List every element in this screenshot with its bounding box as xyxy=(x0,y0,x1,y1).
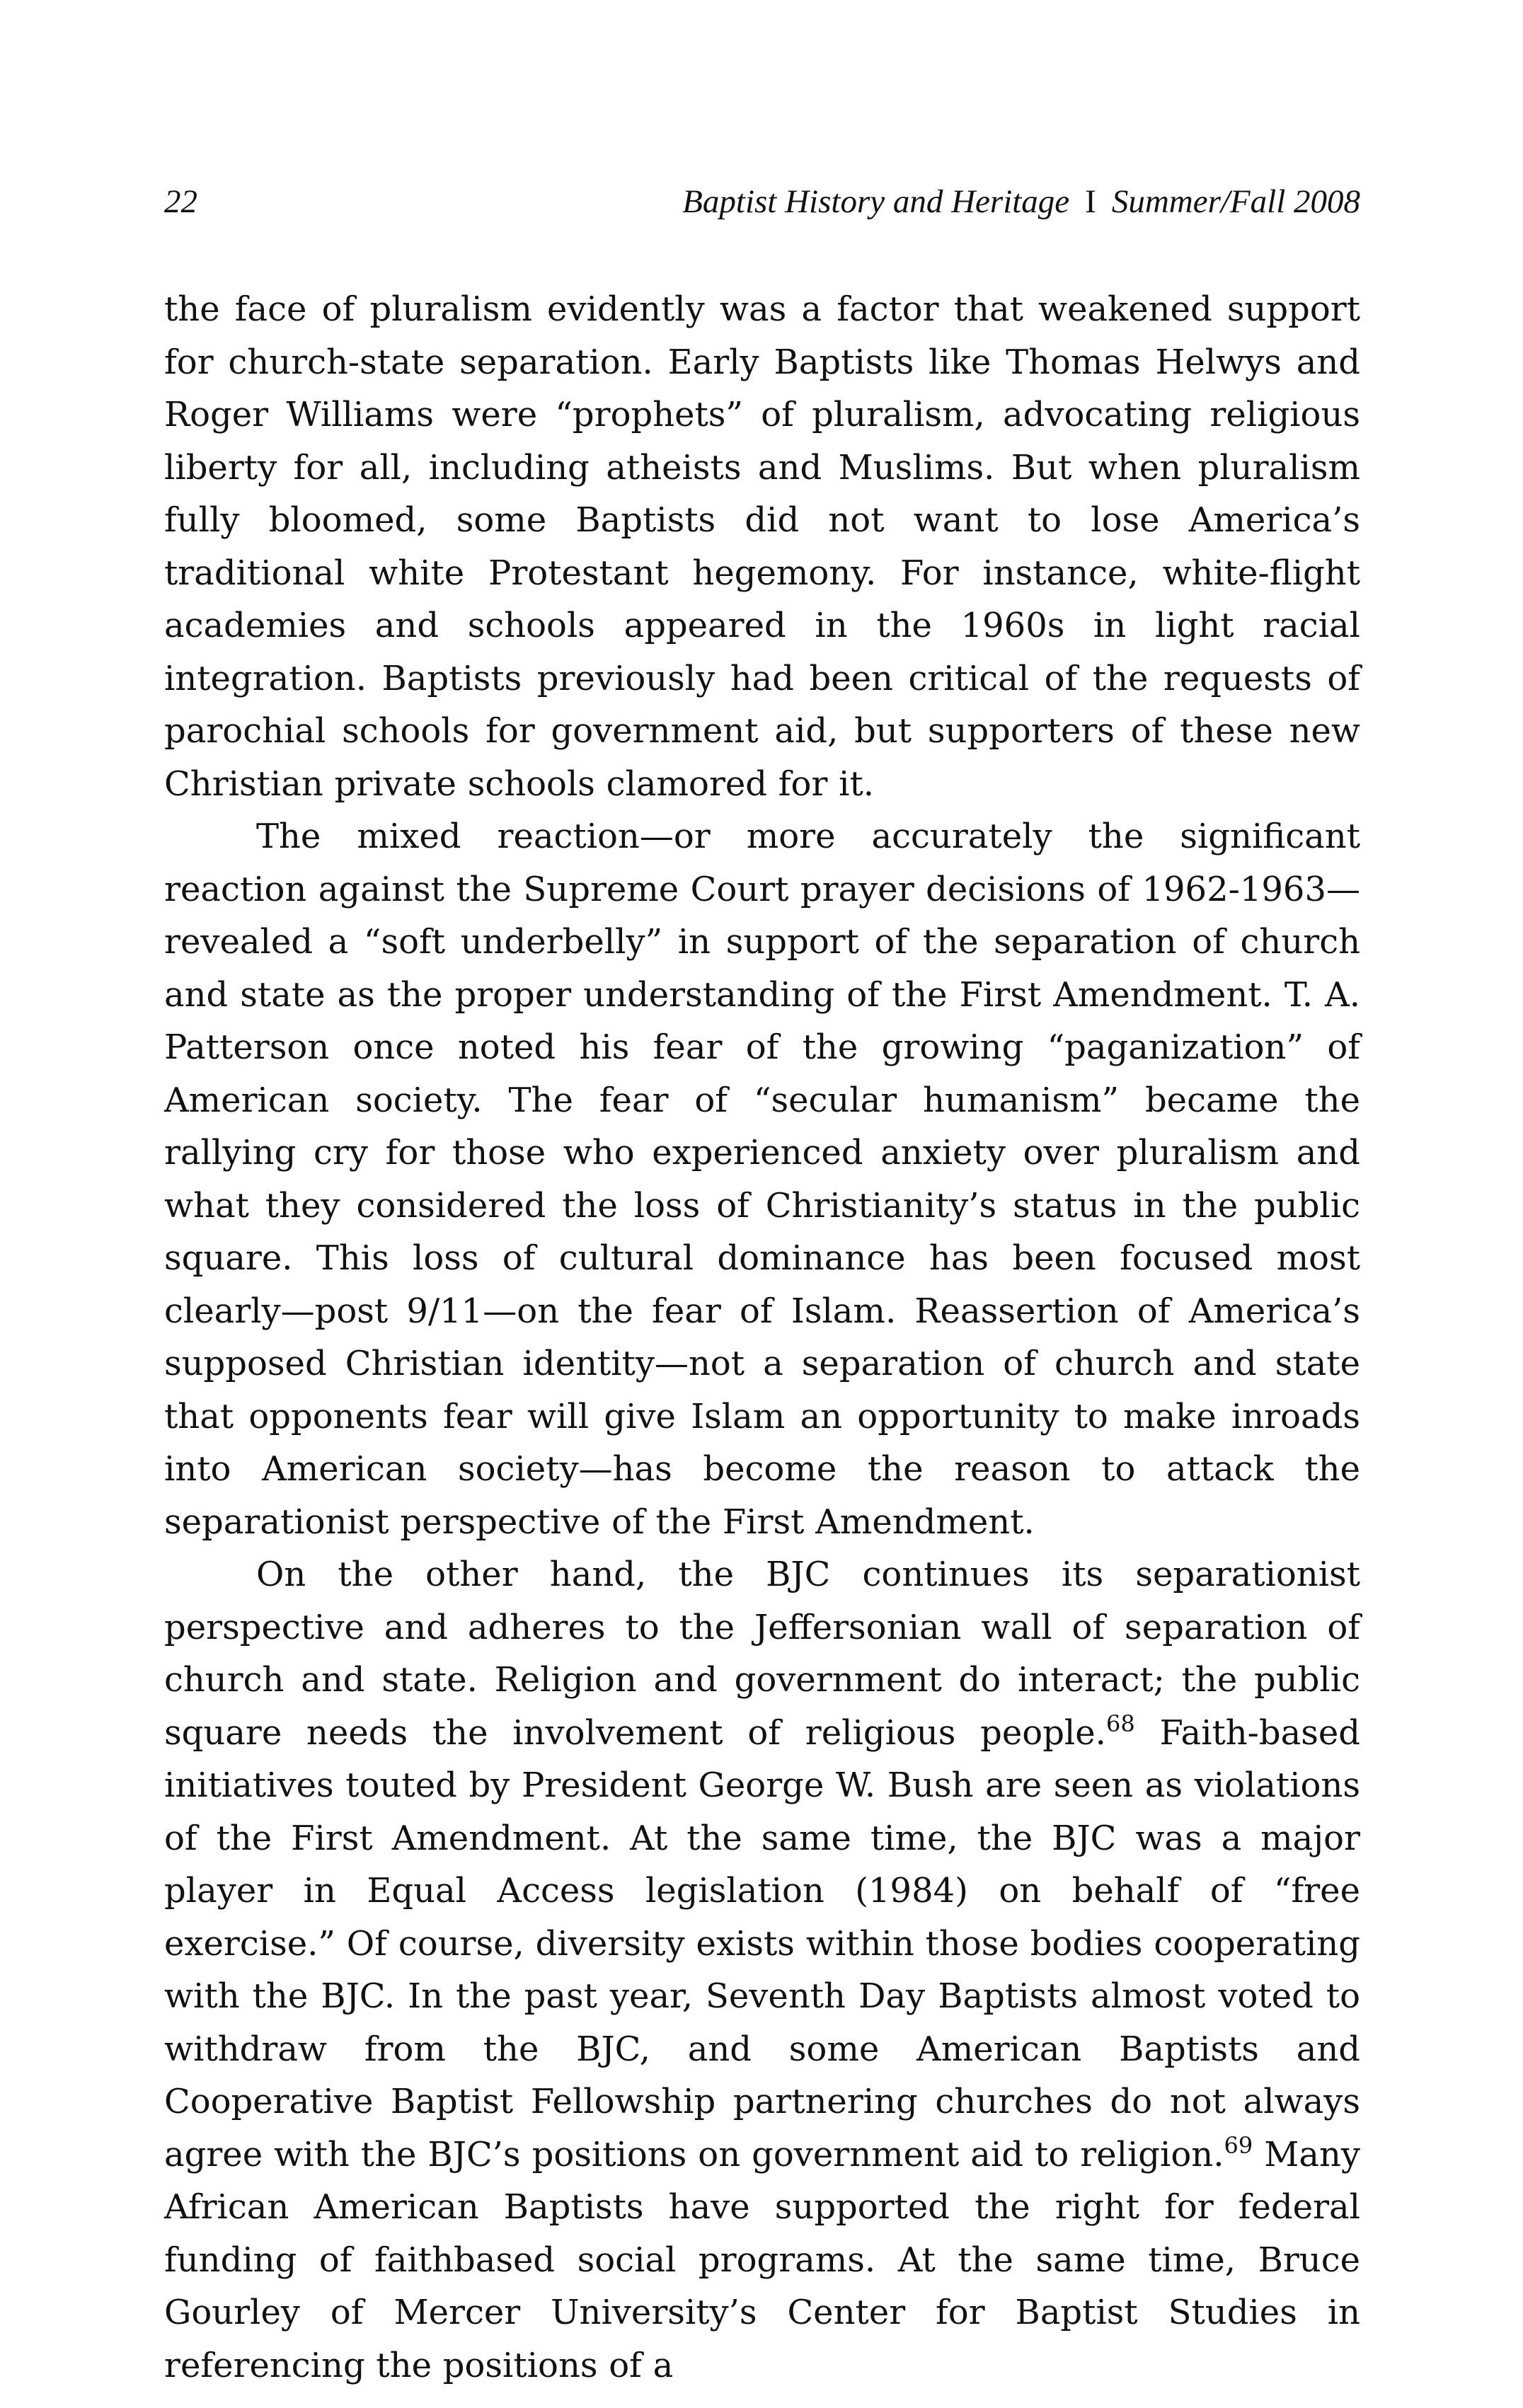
paragraph-2: The mixed reaction—or more accurately the significant reaction against the Supreme Court prayer decisions of 1962-1963—revealed a “soft underbelly” in support of the separation of church and state as the proper understanding of the First Amendment. T. A. Patterson once noted his fear of the growing “paganization” of American society. The fear of “secular humanism” became the rallying cry for those who experienced anxiety over pluralism and what they considered the loss of Christianity’s status in the public square. This loss of cultural dominance has been focused most clearly—post 9/11—on the fear of Islam. Reassertion of America’s supposed Christian identity—not a separation of church and state that opponents fear will give Islam an opportunity to make inroads into American society—has become the reason to attack the separationist perspective of the First Amendment. xyxy=(164,817,1360,1542)
page xyxy=(164,177,1360,2392)
paragraph-3-part-3: Many African American Baptists have supported the right for federal funding of faithbased social programs. At the same time, Bruce Gourley of Mercer University’s Center for Baptist Studies in referencing the positions of a xyxy=(164,2134,1360,2385)
paragraph-3-part-2: Faith-based initiatives touted by President George W. Bush are seen as violations of the First Amendment. At the same time, the BJC was a major player in Equal Access legislation (1984) on behalf of “free exercise.” Of course, diversity exists within those bodies cooperating with the BJC. In the past year, Seventh Day Baptists almost voted to withdraw from the BJC, and some American Baptists and Cooperative Baptist Fellowship partnering churches do not always agree with the BJC’s positions on government aid to religion. xyxy=(164,1712,1361,2174)
journal-info xyxy=(682,177,1360,226)
paragraph-1: the face of pluralism evidently was a factor that weakened support for church-state separation. Early Baptists like Thomas Helwys and Roger Williams were “prophets” of pluralism, advocating religious liberty for all, including atheists and Muslims. But when pluralism fully bloomed, some Baptists did not want to lose America’s traditional white Protestant hegemony. For instance, white-flight academies and schools appeared in the 1960s in light racial integration. Baptists previously had been critical of the requests of parochial schools for government aid, but supporters of these new Christian private schools clamored for it. xyxy=(164,289,1360,804)
footnote-ref-69[interactable]: 69 xyxy=(1224,2131,1253,2159)
page-number: 22 xyxy=(164,183,197,220)
header-separator: I xyxy=(1085,183,1096,220)
paragraph-3 xyxy=(164,1548,1360,2392)
footnote-ref-68[interactable]: 68 xyxy=(1105,1710,1135,1737)
journal-title: Baptist History and Heritage xyxy=(682,183,1070,220)
paragraph-3-part-1: On the other hand, the BJC continues its separationist perspective and adheres to the Jeffersonian wall of separation of church and state. Religion and government do interact; the public square needs the involvement of religious people. xyxy=(164,1555,1360,1753)
issue-date: Summer/Fall 2008 xyxy=(1111,183,1360,220)
running-head xyxy=(164,177,1360,226)
body-text xyxy=(164,283,1360,2392)
